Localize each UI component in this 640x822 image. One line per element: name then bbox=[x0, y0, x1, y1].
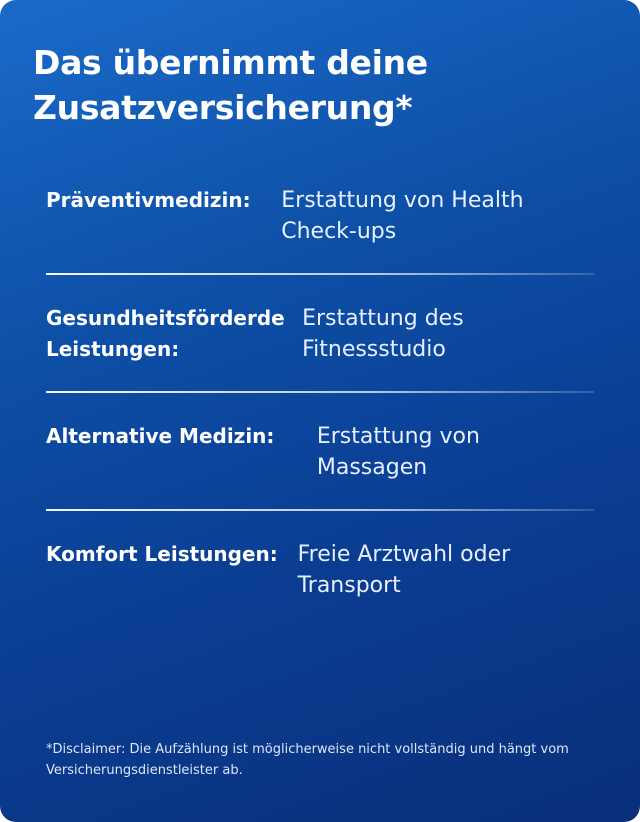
divider bbox=[46, 273, 594, 275]
benefit-row-comfort bbox=[46, 539, 594, 627]
benefit-row-health-promotion bbox=[46, 303, 594, 393]
benefit-value: Freie Arztwahl oder Transport bbox=[297, 542, 511, 598]
benefit-value: Erstattung des Fitnessstudio bbox=[302, 306, 464, 362]
divider bbox=[46, 509, 594, 511]
card-title: Das übernimmt deine Zusatzversicherung* bbox=[33, 43, 428, 127]
benefits-list bbox=[46, 185, 594, 627]
benefit-label: Alternative Medizin: bbox=[46, 424, 275, 448]
benefit-row-preventive bbox=[46, 185, 594, 275]
benefit-label: Komfort Leistungen: bbox=[46, 542, 278, 566]
divider bbox=[46, 391, 594, 393]
benefit-row-alternative-medicine bbox=[46, 421, 594, 511]
disclaimer-text: *Disclaimer: Die Aufzählung ist möglicherweise nicht vollständig und hängt vom Versicherungsdienstleister ab. bbox=[46, 742, 569, 778]
benefit-value: Erstattung von Health Check-ups bbox=[281, 188, 524, 244]
benefit-label: Gesundheitsförderde Leistungen: bbox=[46, 306, 285, 361]
benefit-label: Präventivmedizin: bbox=[46, 188, 251, 212]
benefit-value: Erstattung von Massagen bbox=[316, 424, 480, 480]
